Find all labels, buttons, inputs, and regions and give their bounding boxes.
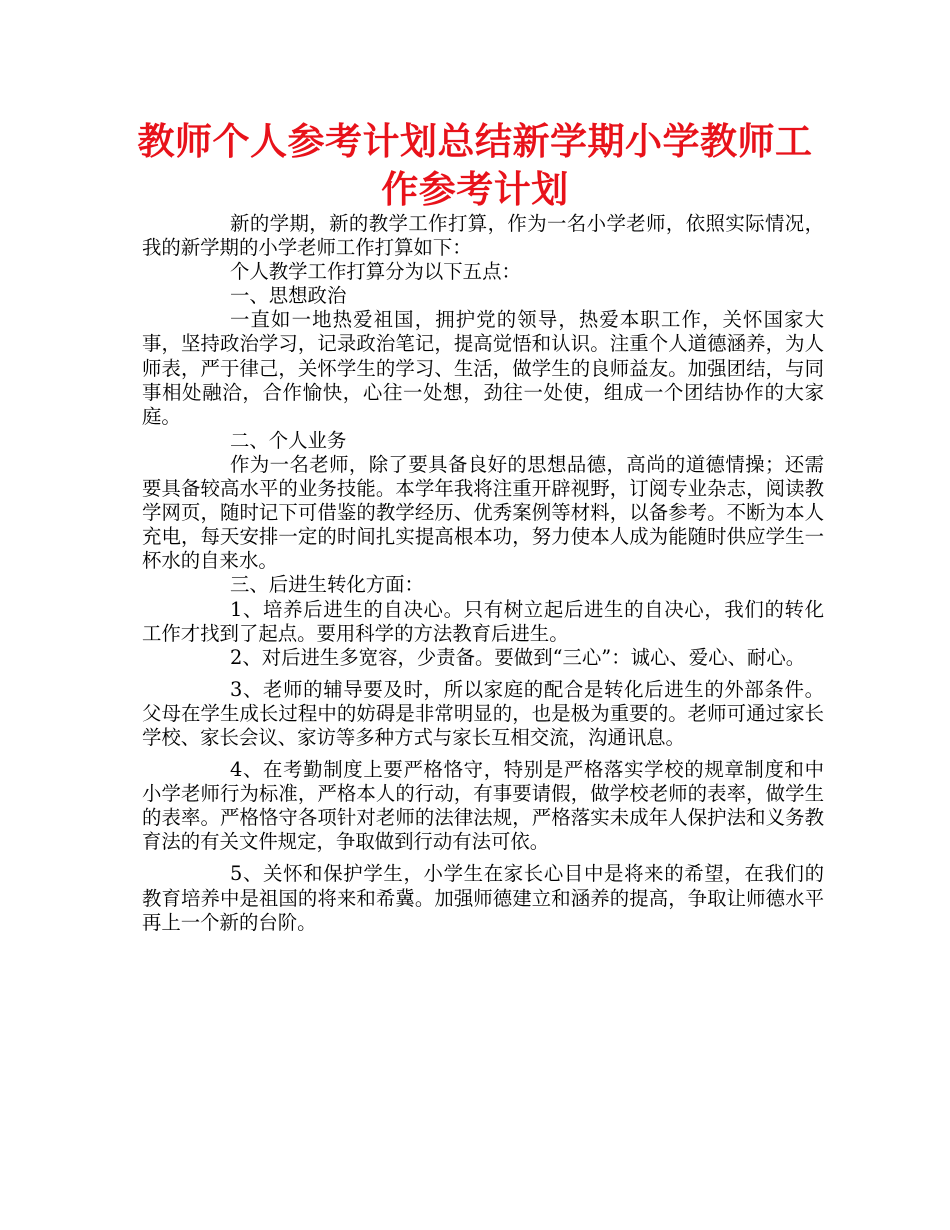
list-item-4: 4、在考勤制度上要严格恪守，特别是严格落实学校的规章制度和中小学老师行为标准，严格本人的行动，有事要请假，做学校老师的表率，做学生的表率。严格恪守各项针对老师的法律法规，严格落实未成年人保护法和义务教育法的有关文件规定，争取做到行动有法可依。 xyxy=(142,758,824,854)
document-body xyxy=(142,212,824,935)
section-heading-politics: 一、思想政治 xyxy=(230,284,347,308)
document-title: 教师个人参考计划总结新学期小学教师工作参考计划 xyxy=(137,120,813,211)
list-item-2: 2、对后进生多宽容，少责备。要做到“三心”：诚心、爱心、耐心。 xyxy=(230,645,806,669)
list-item-3: 3、老师的辅导要及时，所以家庭的配合是转化后进生的外部条件。父母在学生成长过程中的妨碍是非常明显的，也是极为重要的。老师可通过家长学校、家长会议、家访等多种方式与家长互相交流，沟通讯息。 xyxy=(142,677,824,749)
section-heading-professional: 二、个人业务 xyxy=(230,428,347,452)
intro-paragraph: 新的学期，新的教学工作打算，作为一名小学老师，依照实际情况，我的新学期的小学老师工作打算如下： xyxy=(142,212,824,260)
section-heading-students: 三、后进生转化方面： xyxy=(230,573,424,597)
list-item-5: 5、关怀和保护学生，小学生在家长心目中是将来的希望，在我们的教育培养中是祖国的将来和希冀。加强师德建立和涵养的提高，争取让师德水平再上一个新的台阶。 xyxy=(142,862,824,934)
list-item-1: 1、培养后进生的自决心。只有树立起后进生的自决心，我们的转化工作才找到了起点。要用科学的方法教育后进生。 xyxy=(142,597,824,645)
politics-paragraph: 一直如一地热爱祖国，拥护党的领导，热爱本职工作，关怀国家大事，坚持政治学习，记录政治笔记，提高觉悟和认识。注重个人道德涵养，为人师表，严于律己，关怀学生的学习、生活，做学生的良师益友。加强团结，与同事相处融洽，合作愉快，心往一处想，劲往一处使，组成一个团结协作的大家庭。 xyxy=(142,308,824,428)
professional-paragraph: 作为一名老师，除了要具备良好的思想品德，高尚的道德情操；还需要具备较高水平的业务技能。本学年我将注重开辟视野，订阅专业杂志，阅读教学网页，随时记下可借鉴的教学经历、优秀案例等材料，以备参考。不断为本人充电，每天安排一定的时间扎实提高根本功，努力使本人成为能随时供应学生一杯水的自来水。 xyxy=(142,452,824,573)
overview-paragraph: 个人教学工作打算分为以下五点： xyxy=(230,260,521,284)
